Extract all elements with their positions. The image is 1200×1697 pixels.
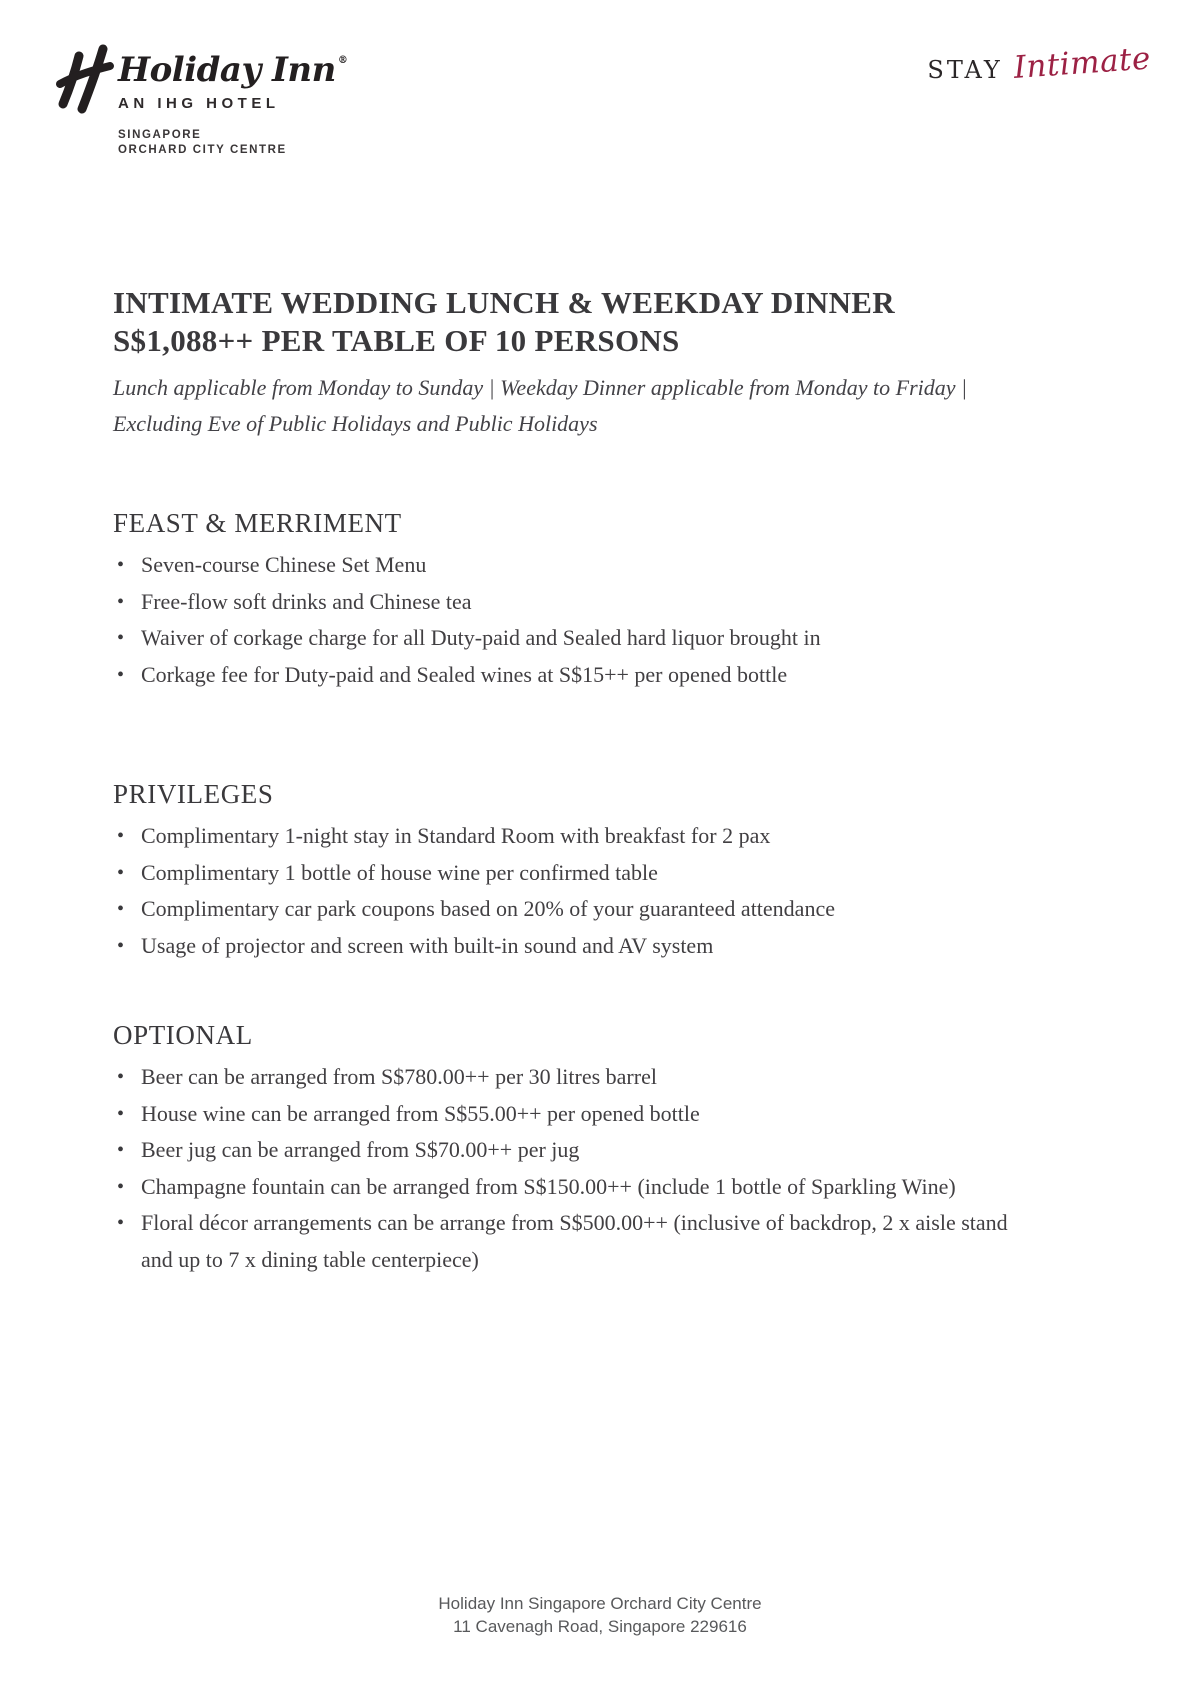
- logo-text-block: [118, 42, 347, 158]
- section-feast-and-merriment: [113, 508, 1038, 693]
- registered-mark-icon: ®: [337, 55, 348, 66]
- list-item: • House wine can be arranged from S$55.00++ per opened bottle: [113, 1096, 1038, 1133]
- list-item: • Waiver of corkage charge for all Duty-paid and Sealed hard liquor brought in: [113, 620, 1038, 657]
- list-item: • Seven-course Chinese Set Menu: [113, 547, 1038, 584]
- page-title-line2: S$1,088++ PER TABLE OF 10 PERSONS: [113, 323, 680, 358]
- footer-street-address: 11 Cavenagh Road, Singapore 229616: [453, 1617, 747, 1636]
- list-item: • Corkage fee for Duty-paid and Sealed wines at S$15++ per opened bottle: [113, 657, 1038, 694]
- stay-intimate-tagline: [927, 40, 1152, 86]
- page-subtitle: [113, 370, 1038, 442]
- list-item: • Usage of projector and screen with built-in sound and AV system: [113, 928, 1038, 965]
- logo-location-line2: ORCHARD CITY CENTRE: [118, 144, 287, 156]
- logo-ihg-line: AN IHG HOTEL: [118, 95, 280, 112]
- privileges-bullet-list: [113, 818, 1038, 964]
- main-content: [113, 284, 1038, 1278]
- logo-wordmark: [118, 42, 347, 89]
- page-subtitle-line1: Lunch applicable from Monday to Sunday | Weekday Dinner applicable from Monday to Friday |: [113, 375, 968, 400]
- list-item: • Complimentary car park coupons based on 20% of your guaranteed attendance: [113, 891, 1038, 928]
- page-title: [113, 284, 1038, 360]
- section-title: OPTIONAL: [113, 1020, 253, 1050]
- page-subtitle-line2: Excluding Eve of Public Holidays and Public Holidays: [113, 411, 598, 436]
- section-title: PRIVILEGES: [113, 779, 274, 809]
- list-item: • Champagne fountain can be arranged from S$150.00++ (include 1 bottle of Sparkling Wine): [113, 1169, 1038, 1206]
- holiday-inn-h-icon: [54, 44, 116, 114]
- tagline-script-text: Intimate: [1012, 40, 1152, 86]
- logo-location-line1: SINGAPORE: [118, 129, 202, 141]
- tagline-stay-text: STAY: [927, 56, 1003, 84]
- section-privileges: [113, 779, 1038, 964]
- list-item: • Beer jug can be arranged from S$70.00++ per jug: [113, 1132, 1038, 1169]
- footer-hotel-name: Holiday Inn Singapore Orchard City Centre: [438, 1594, 762, 1613]
- feast-bullet-list: [113, 547, 1038, 693]
- list-item: • Floral décor arrangements can be arrange from S$500.00++ (inclusive of backdrop, 2 x aisle stand and up to 7 x dining table centerpiece): [113, 1205, 1038, 1278]
- logo-wordmark-text: Holiday Inn: [118, 50, 336, 90]
- list-item: • Complimentary 1 bottle of house wine per confirmed table: [113, 855, 1038, 892]
- list-item: • Free-flow soft drinks and Chinese tea: [113, 584, 1038, 621]
- optional-bullet-list: [113, 1059, 1038, 1278]
- logo-location: [118, 128, 347, 158]
- footer-address: [0, 1592, 1200, 1638]
- list-item: • Complimentary 1-night stay in Standard Room with breakfast for 2 pax: [113, 818, 1038, 855]
- section-optional: [113, 1020, 1038, 1278]
- holiday-inn-logo: [54, 42, 347, 158]
- section-title: FEAST & MERRIMENT: [113, 508, 402, 538]
- list-item: • Beer can be arranged from S$780.00++ per 30 litres barrel: [113, 1059, 1038, 1096]
- page-title-line1: INTIMATE WEDDING LUNCH & WEEKDAY DINNER: [113, 285, 895, 320]
